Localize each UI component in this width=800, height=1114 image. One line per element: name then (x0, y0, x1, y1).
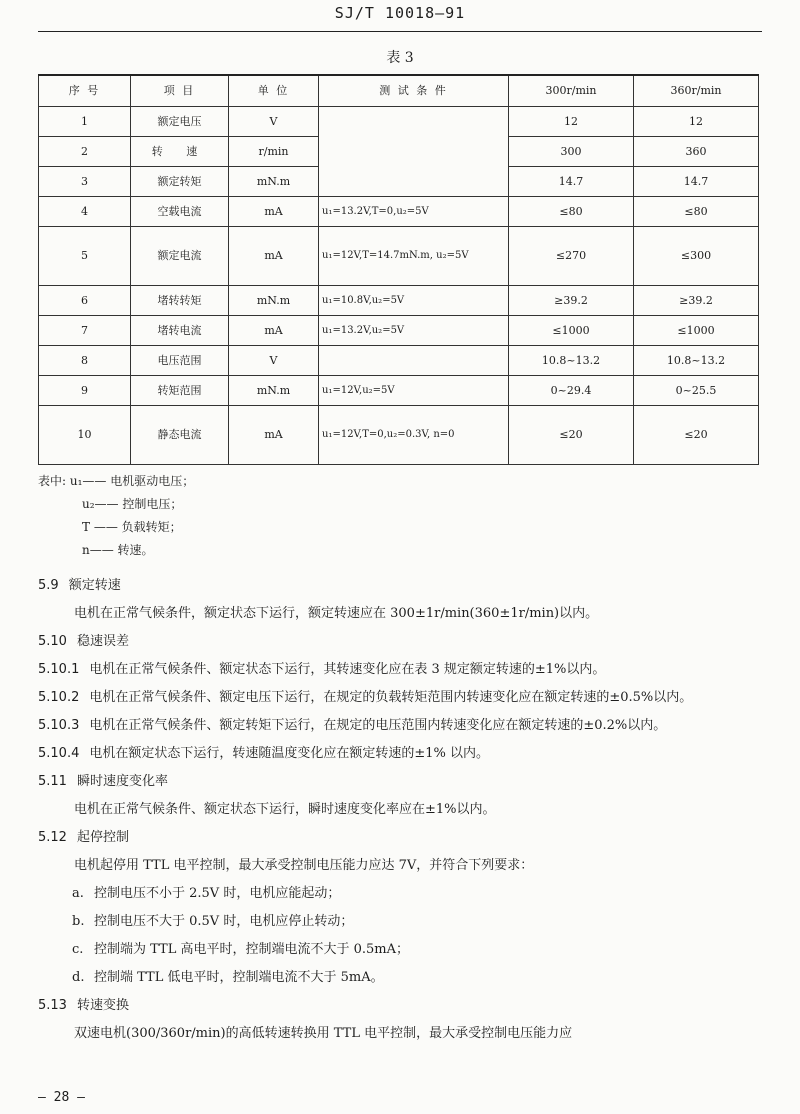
cell-item: 静态电流 (131, 406, 229, 465)
header-rule (38, 31, 762, 32)
cell-unit: mA (229, 316, 319, 346)
cell-300: 10.8~13.2 (509, 346, 634, 376)
standard-number-header: SJ/T 10018—91 (334, 4, 466, 22)
col-header-no: 序 号 (39, 75, 131, 107)
list-item: c. 控制端为 TTL 高电平时，控制端电流不大于 0.5mA； (72, 942, 410, 957)
section-5-10-3: 5.10.3 电机在正常气候条件、额定转矩下运行，在规定的电压范围内转速变化应在额定转速的±0.2%以内。 (38, 718, 667, 733)
cell-300: 300 (509, 137, 634, 167)
cell-no: 5 (39, 227, 131, 286)
cell-300: 0~29.4 (509, 376, 634, 406)
cell-360: ≥39.2 (634, 286, 759, 316)
section-heading-5-13: 5.13 转速变换 (38, 998, 129, 1013)
cell-condition: u₁=12V,u₂=5V (319, 376, 509, 406)
cell-300: 14.7 (509, 167, 634, 197)
cell-no: 1 (39, 107, 131, 137)
list-item: d. 控制端 TTL 低电平时，控制端电流不大于 5mA。 (72, 970, 384, 985)
spec-table (38, 74, 759, 465)
col-header-360: 360r/min (634, 75, 759, 107)
cell-no: 10 (39, 406, 131, 465)
cell-360: ≤300 (634, 227, 759, 286)
table-caption: 表 3 (386, 50, 414, 66)
table-row (39, 316, 759, 346)
cell-unit: mA (229, 197, 319, 227)
table-header-row (39, 75, 759, 107)
cell-item: 空载电流 (131, 197, 229, 227)
cell-300: 12 (509, 107, 634, 137)
cell-no: 7 (39, 316, 131, 346)
section-5-10-1: 5.10.1 电机在正常气候条件、额定状态下运行，其转速变化应在表 3 规定额定转速的±1%以内。 (38, 662, 606, 677)
cell-condition: u₁=10.8V,u₂=5V (319, 286, 509, 316)
notes-lead: 表中 (38, 474, 63, 488)
cell-no: 6 (39, 286, 131, 316)
cell-360: ≤80 (634, 197, 759, 227)
cell-360: 0~25.5 (634, 376, 759, 406)
cell-item: 额定转矩 (131, 167, 229, 197)
col-header-condition: 测 试 条 件 (319, 75, 509, 107)
table-row (39, 107, 759, 137)
cell-item: 额定电压 (131, 107, 229, 137)
table-row (39, 406, 759, 465)
col-header-300: 300r/min (509, 75, 634, 107)
cell-360: 10.8~13.2 (634, 346, 759, 376)
cell-300: ≤80 (509, 197, 634, 227)
col-header-item: 项 目 (131, 75, 229, 107)
body-text (38, 574, 762, 1050)
list-item: b. 控制电压不大于 0.5V 时，电机应停止转动； (72, 914, 354, 929)
cell-condition: u₁=12V,T=0,u₂=0.3V, n=0 (319, 406, 509, 465)
cell-360: 12 (634, 107, 759, 137)
table-notes: 表中: u₁—— 电机驱动电压； u₂—— 控制电压； T —— 负载转矩； n—— 转速。 (38, 470, 194, 562)
cell-item: 额定电流 (131, 227, 229, 286)
section-body-5-13: 双速电机(300/360r/min)的高低转速转换用 TTL 电平控制，最大承受控制电压能力应 (74, 1026, 573, 1041)
cell-item: 转 速 (131, 137, 229, 167)
cell-no: 4 (39, 197, 131, 227)
cell-condition: u₁=13.2V,u₂=5V (319, 316, 509, 346)
cell-unit: mA (229, 406, 319, 465)
cell-no: 3 (39, 167, 131, 197)
note-item: u₂—— 控制电压； (82, 497, 183, 511)
cell-300: ≤270 (509, 227, 634, 286)
col-header-unit: 单 位 (229, 75, 319, 107)
note-item: n—— 转速。 (82, 543, 154, 557)
page-number: — 28 — (38, 1090, 85, 1105)
table-row (39, 227, 759, 286)
note-item: T —— 负载转矩； (82, 520, 182, 534)
section-heading-5-12: 5.12 起停控制 (38, 830, 129, 845)
list-item: a. 控制电压不小于 2.5V 时，电机应能起动； (72, 886, 341, 901)
section-5-10-2: 5.10.2 电机在正常气候条件、额定电压下运行，在规定的负载转矩范围内转速变化应在额定转速的±0.5%以内。 (38, 690, 693, 705)
cell-item: 堵转电流 (131, 316, 229, 346)
cell-unit: V (229, 346, 319, 376)
cell-item: 电压范围 (131, 346, 229, 376)
cell-unit: mA (229, 227, 319, 286)
cell-300: ≤20 (509, 406, 634, 465)
section-heading-5-10: 5.10 稳速误差 (38, 634, 129, 649)
section-5-10-4: 5.10.4 电机在额定状态下运行，转速随温度变化应在额定转速的±1% 以内。 (38, 746, 490, 761)
cell-condition: u₁=12V,T=14.7mN.m, u₂=5V (319, 227, 509, 286)
cell-item: 转矩范围 (131, 376, 229, 406)
table-row (39, 197, 759, 227)
cell-unit: mN.m (229, 167, 319, 197)
cell-360: 360 (634, 137, 759, 167)
cell-item: 堵转转矩 (131, 286, 229, 316)
cell-unit: mN.m (229, 286, 319, 316)
cell-no: 8 (39, 346, 131, 376)
cell-unit: r/min (229, 137, 319, 167)
section-body-5-9: 电机在正常气候条件，额定状态下运行，额定转速应在 300±1r/min(360±1r/min)以内。 (74, 606, 599, 621)
table-row (39, 346, 759, 376)
section-body-5-11: 电机在正常气候条件、额定状态下运行，瞬时速度变化率应在±1%以内。 (74, 802, 496, 817)
section-body-5-12: 电机起停用 TTL 电平控制，最大承受控制电压能力应达 7V，并符合下列要求： (74, 858, 534, 873)
cell-300: ≤1000 (509, 316, 634, 346)
cell-condition: u₁=13.2V,T=0,u₂=5V (319, 197, 509, 227)
cell-unit: V (229, 107, 319, 137)
cell-360: ≤1000 (634, 316, 759, 346)
cell-unit: mN.m (229, 376, 319, 406)
note-item: u₁—— 电机驱动电压； (69, 474, 195, 488)
cell-condition (319, 107, 509, 197)
cell-condition (319, 346, 509, 376)
cell-no: 9 (39, 376, 131, 406)
table-row (39, 376, 759, 406)
section-heading-5-11: 5.11 瞬时速度变化率 (38, 774, 168, 789)
cell-no: 2 (39, 137, 131, 167)
section-heading-5-9: 5.9 额定转速 (38, 578, 121, 593)
cell-300: ≥39.2 (509, 286, 634, 316)
cell-360: ≤20 (634, 406, 759, 465)
cell-360: 14.7 (634, 167, 759, 197)
table-row (39, 286, 759, 316)
